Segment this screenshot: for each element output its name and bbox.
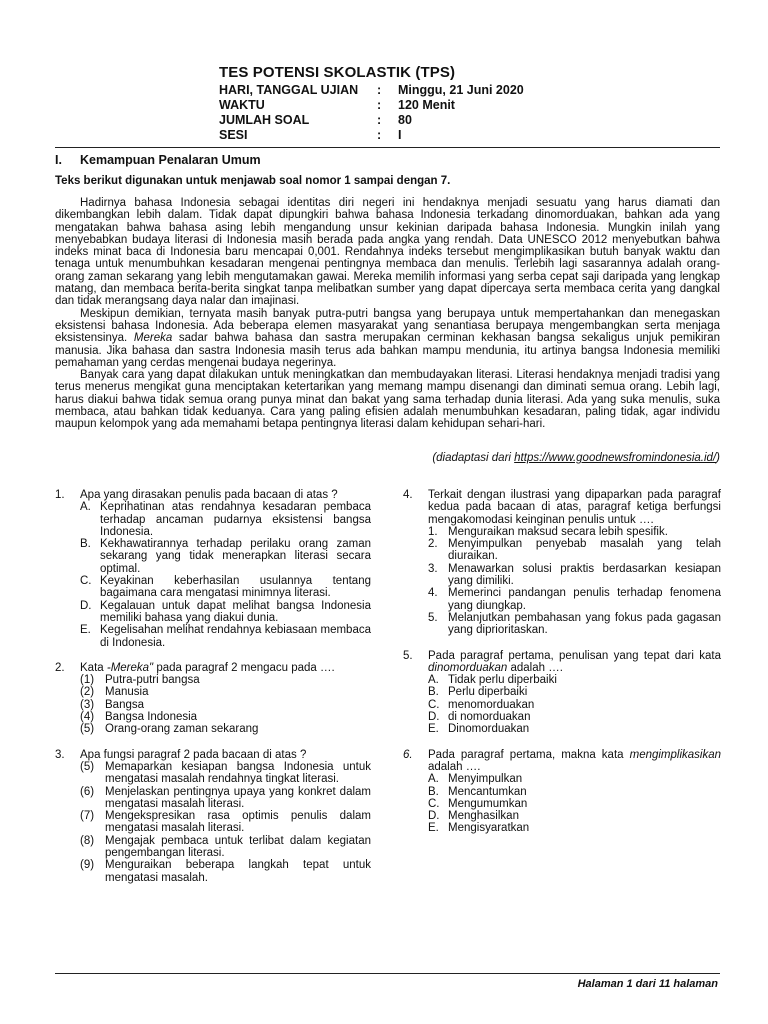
question-stem: Pada paragraf pertama, penulisan yang tepat dari kata dinomorduakan adalah …. [428,649,721,674]
answer-option: D. Menghasilkan [428,810,519,823]
question-6 [403,749,721,835]
question-number: 3. [55,748,65,761]
questions-left-column [55,489,371,897]
section-number: I. [55,153,62,167]
question-1 [55,489,371,649]
question-number: 2. [55,661,65,674]
answer-option: E. Kegelisahan melihat rendahnya kebiasaan membaca di Indonesia. [80,624,371,649]
answer-option: E. Mengisyaratkan [428,822,530,835]
question-5 [403,650,721,736]
answer-option: A. Tidak perlu diperbaiki [428,674,557,687]
question-number: 6. [403,748,413,761]
source-citation: (diadaptasi dari https://www.goodnewsfromindonesia.id/) [432,452,720,464]
question-stem: Apa yang dirasakan penulis pada bacaan di atas ? [80,489,338,501]
info-value: Minggu, 21 Juni 2020 [398,83,524,97]
paragraph-2: Meskipun demikian, ternyata masih banyak putra-putri bangsa yang berupaya untuk mempertahankan dan menegaskan eksistensi bahasa Indonesia. Ada beberapa elemen masyarakat yang senantiasa berupaya mengembangkan serta menjaga eksistensinya. Mereka sadar bahwa bahasa dan sastra merupakan cerminan kekhasan bangsa sekaligus unjuk pemikiran manusia. Jika bahasa dan sastra Indonesia masih terus ada bahkan mampu mendunia, itu artinya bangsa Indonesia memiliki pemahaman yang cerdas mengenai budaya negerinya. [55,307,720,369]
answer-option: C. menomorduakan [428,698,535,711]
info-row-time [219,98,524,113]
question-stem: Terkait dengan ilustrasi yang dipaparkan pada paragraf kedua pada bacaan di atas, paragraf ketiga berfungsi mengakomodasi keinginan penulis untuk …. [428,489,721,526]
page-number: Halaman 1 dari 11 halaman [577,978,718,990]
answer-option: (6) Menjelaskan pentingnya upaya yang konkret dalam mengatasi masalah literasi. [80,785,371,810]
info-row-session [219,128,524,143]
question-number: 1. [55,489,65,501]
answer-option: C. Keyakinan keberhasilan usulannya tentang bagaimana cara mengatasi minimnya literasi. [80,575,371,600]
info-row-date [219,83,524,98]
question-number: 5. [403,649,413,662]
info-value: 120 Menit [398,98,455,112]
answer-option: D. di nomorduakan [428,711,531,724]
info-colon: : [377,83,382,97]
exam-title: TES POTENSI SKOLASTIK (TPS) [219,64,456,81]
answer-option: E. Dinomorduakan [428,723,530,736]
info-label: HARI, TANGGAL UJIAN [219,83,359,97]
info-colon: : [377,128,382,142]
info-label: SESI [219,128,248,142]
answer-option: B. Mencantumkan [428,785,527,798]
answer-option: D. Kegalauan untuk dapat melihat bangsa Indonesia memiliki bahasa yang diakui dunia. [80,599,371,624]
reading-instruction: Teks berikut digunakan untuk menjawab soal nomor 1 sampai dengan 7. [55,175,451,187]
question-stem: Kata -Mereka" pada paragraf 2 mengacu pada …. [80,661,335,674]
info-label: JUMLAH SOAL [219,113,310,127]
answer-option: B. Kekhawatirannya terhadap perilaku orang zaman sekarang yang tidak menerapkan literasi secara optimal. [80,538,371,575]
answer-option: C. Mengumumkan [428,797,528,810]
answer-option: A. Menyimpulkan [428,773,523,786]
question-stem: Pada paragraf pertama, makna kata mengimplikasikan adalah …. [428,748,722,773]
reading-passage [55,197,720,431]
questions-right-column [403,489,721,848]
answer-option: (2) Manusia [80,686,149,699]
answer-option: (8) Mengajak pembaca untuk terlibat dalam kegiatan pengembangan literasi. [80,834,371,860]
answer-option: (4) Bangsa Indonesia [80,711,198,724]
emphasis-mereka: Mereka [133,332,173,345]
answer-option: B. Perlu diperbaiki [428,686,528,699]
info-value: 80 [398,113,412,127]
paragraph-3: Banyak cara yang dapat dilakukan untuk meningkatkan dan membudayakan literasi. Literasi hendaknya menjadi tradisi yang terus menerus mengikat guna menciptakan ketertarikan yang memang mampu disenangi dan diminati semua orang. Lebih lagi, harus diakui bahwa tidak semua orang punya minat dan bakat yang sama terhadap dunia literasi. Ada yang suka menulis, suka membaca, atau bahkan tidak keduanya. Cara yang paling efisien adalah menumbuhkan kesadaran, paling tidak, agar individu maupun kelompok yang ada memahami betapa pentingnya literasi dalam kehidupan sehari-hari. [55,369,720,431]
info-colon: : [377,113,382,127]
answer-option: 1. Menguraikan maksud secara lebih spesifik. [428,525,668,538]
answer-option: 4. Memerinci pandangan penulis terhadap fenomena yang diungkap. [428,587,721,612]
exam-info [219,83,524,143]
info-row-count [219,113,524,128]
answer-option: 3. Menawarkan solusi praktis berdasarkan kesiapan yang dimiliki. [428,562,721,588]
answer-option: (7) Mengekspresikan rasa optimis penulis dalam mengatasi masalah literasi. [80,810,371,835]
info-colon: : [377,98,382,112]
info-label: WAKTU [219,98,265,112]
paragraph-1: Hadirnya bahasa Indonesia sebagai identitas diri negeri ini hendaknya menjadi sesuatu yang harus diamati dan dikembangkan lebih dalam. Tidak dapat dipungkiri bahwa bahasa Indonesia terkadang dinomorduakan, bahkan ada yang mengatakan bahwa bahasa asing lebih mengandung unsur kekinian daripada bahasa Indonesia. Mungkin inilah yang menyebabkan budaya literasi di Indonesia masih berada pada angka yang rendah. Data UNESCO 2012 menyebutkan bahwa indeks minat baca di Indonesia baru mencapai 0,001. Rendahnya indeks tersebut mengimplikasikan butuh banyak waktu dan tenaga untuk menumbuhkan kesadaran mengenai pentingnya membaca dan menulis. Terlebih lagi sasarannya adalah orang- orang zaman sekarang yang lebih mengutamakan gawai. Mereka memilih informasi yang serba cepat saji daripada yang lengkap matang, dan membaca berita-berita singkat tanpa melibatkan sumber yang dapat dipercaya serta membaca cerita yang dangkal dan tidak merangsang daya nalar dan imajinasi. [55,197,720,308]
question-4 [403,489,721,637]
question-2 [55,662,371,736]
answer-option: (5) Memaparkan kesiapan bangsa Indonesia untuk mengatasi masalah rendahnya tingkat literasi. [80,760,371,786]
answer-option: A. Keprihatinan atas rendahnya kesadaran pembaca terhadap ancaman pudarnya eksistensi bangsa Indonesia. [80,501,371,538]
source-link[interactable]: https://www.goodnewsfromindonesia.id/ [514,452,717,464]
answer-option: (9) Menguraikan beberapa langkah tepat untuk mengatasi masalah. [80,859,371,884]
header-divider [55,147,720,148]
section-heading [55,153,261,167]
answer-option: (1) Putra-putri bangsa [80,674,200,687]
info-value: I [398,128,402,142]
answer-option: (3) Bangsa [80,698,145,711]
answer-option: (5) Orang-orang zaman sekarang [80,723,259,736]
answer-option: 5. Melanjutkan pembahasan yang fokus pada gagasan yang diprioritaskan. [428,611,721,637]
question-3 [55,749,371,884]
section-title: Kemampuan Penalaran Umum [80,153,261,167]
question-stem: Apa fungsi paragraf 2 pada bacaan di atas ? [80,748,307,761]
footer-divider [55,973,720,974]
answer-option: 2. Menyimpulkan penyebab masalah yang telah diuraikan. [428,538,721,563]
question-number: 4. [403,489,413,501]
